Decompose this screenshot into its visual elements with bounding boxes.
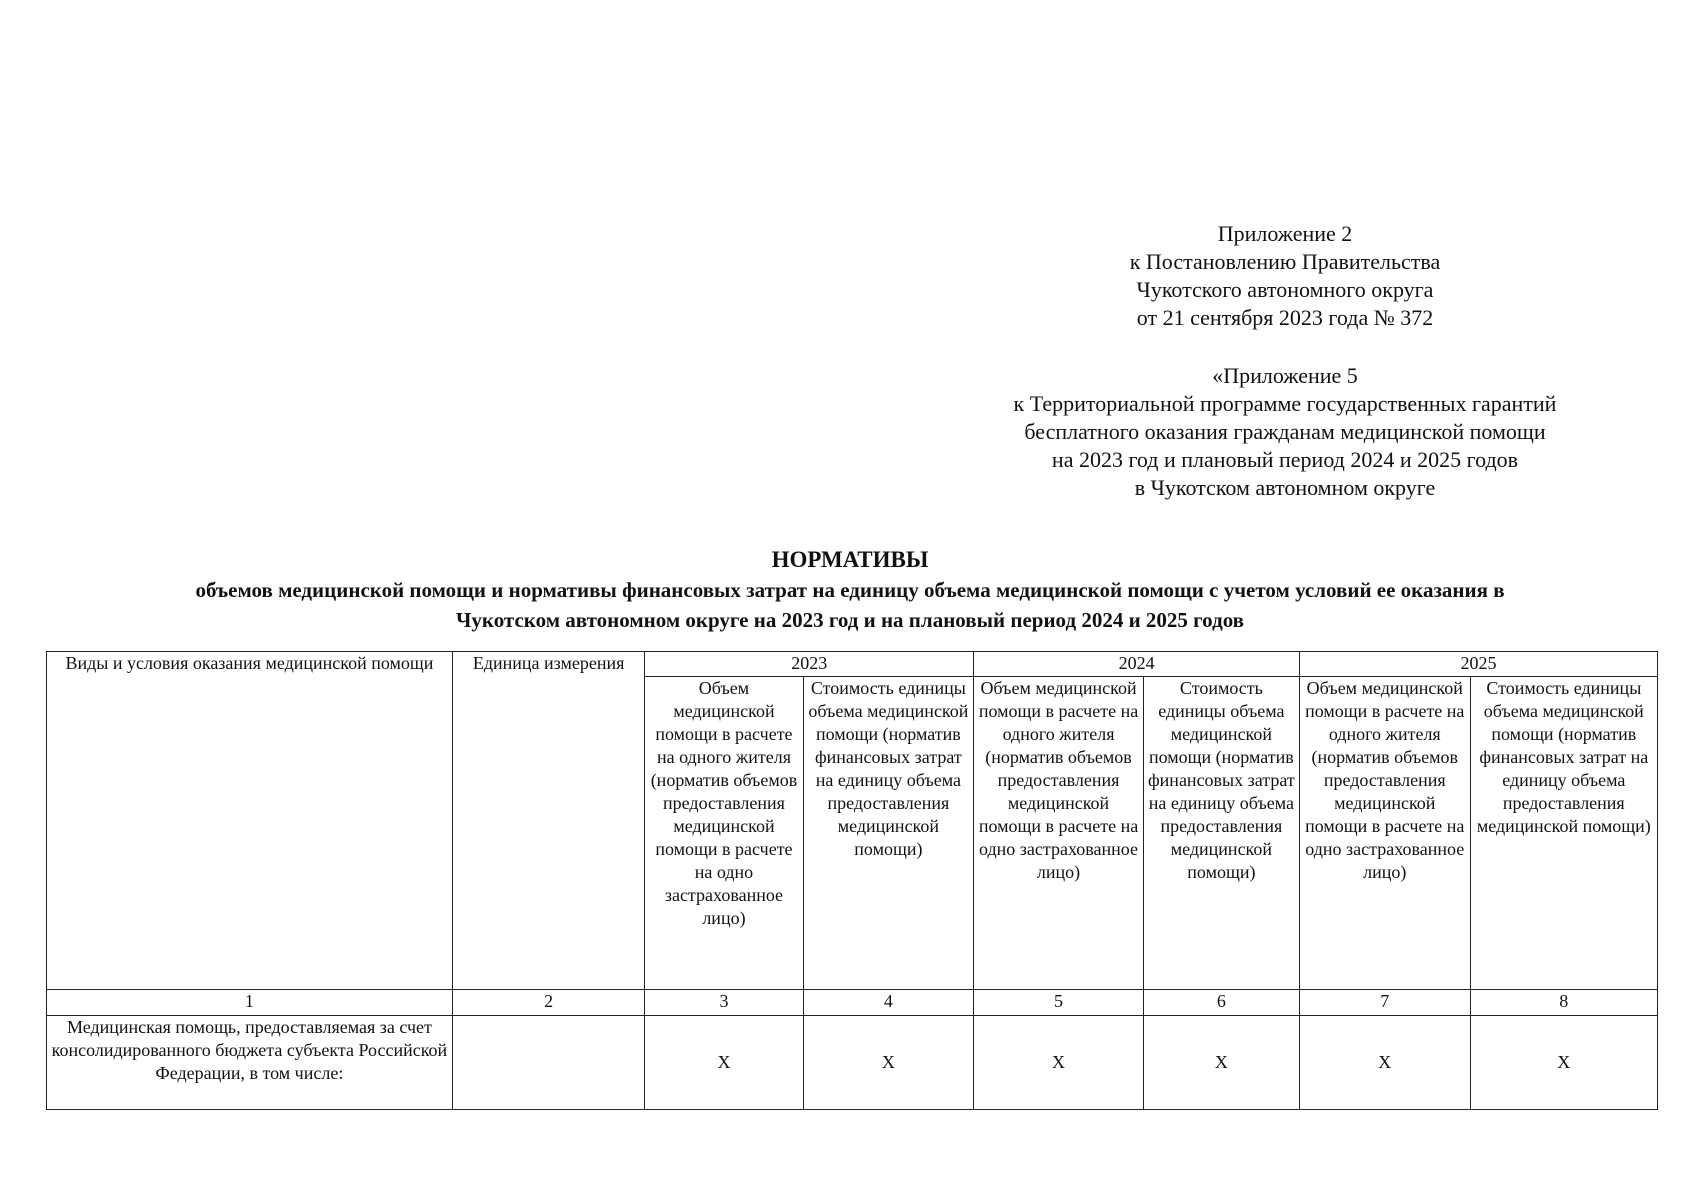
table-row <box>47 1016 1658 1110</box>
appendix-line: к Территориальной программе государственных гарантий <box>1013 391 1557 416</box>
header-row-years <box>47 652 1658 677</box>
column-number: 5 <box>974 990 1144 1016</box>
column-number: 2 <box>452 990 645 1016</box>
column-number: 6 <box>1143 990 1299 1016</box>
appendix-block <box>960 220 1610 502</box>
header-cost-2025: Стоимость единицы объема медицинской помощи (норматив финансовых затрат на единицу объема предоставления медицинской помощи) <box>1470 677 1657 990</box>
header-year-2025: 2025 <box>1299 652 1657 677</box>
header-unit-cell: Единица измерения <box>452 652 645 990</box>
row-unit <box>452 1016 645 1110</box>
header-cost-2024: Стоимость единицы объема медицинской помощи (норматив финансовых затрат на единицу объема предоставления медицинской помощи) <box>1143 677 1299 990</box>
header-volume-2025: Объем медицинской помощи в расчете на одного жителя (норматив объемов предоставления медицинской помощи в расчете на одно застрахованное лицо) <box>1299 677 1470 990</box>
row-value: Х <box>1299 1016 1470 1110</box>
column-number: 7 <box>1299 990 1470 1016</box>
title-main: НОРМАТИВЫ <box>771 547 929 572</box>
appendix-line: на 2023 год и плановый период 2024 и 2025 годов <box>1051 447 1519 472</box>
appendix-line: в Чукотском автономном округе <box>1134 475 1436 500</box>
norms-table <box>46 651 1658 1110</box>
appendix-line: бесплатного оказания гражданам медицинской помощи <box>1024 419 1546 444</box>
row-value: Х <box>645 1016 803 1110</box>
header-volume-2023: Объем медицинской помощи в расчете на одного жителя (норматив объемов предоставления медицинской помощи в расчете на одно застрахованное лицо) <box>645 677 803 990</box>
column-number: 4 <box>803 990 974 1016</box>
spacer <box>960 332 1610 362</box>
header-volume-2024: Объем медицинской помощи в расчете на одного жителя (норматив объемов предоставления медицинской помощи в расчете на одно застрахованное лицо) <box>974 677 1144 990</box>
header-year-2024: 2024 <box>974 652 1300 677</box>
row-label: Медицинская помощь, предоставляемая за счет консолидированного бюджета субъекта Российской Федерации, в том числе: <box>47 1016 453 1110</box>
column-number: 1 <box>47 990 453 1016</box>
appendix-line: «Приложение 5 <box>1212 363 1358 388</box>
row-value: Х <box>1143 1016 1299 1110</box>
appendix-line: Чукотского автономного округа <box>1136 277 1434 302</box>
header-cost-2023: Стоимость единицы объема медицинской помощи (норматив финансовых затрат на единицу объема предоставления медицинской помощи) <box>803 677 974 990</box>
row-value: Х <box>1470 1016 1657 1110</box>
appendix-line: от 21 сентября 2023 года № 372 <box>1136 305 1434 330</box>
row-value: Х <box>803 1016 974 1110</box>
title-sub-line: объемов медицинской помощи и нормативы финансовых затрат на единицу объема медицинской помощи с учетом условий ее оказания в <box>195 578 1505 602</box>
column-number: 8 <box>1470 990 1657 1016</box>
appendix-line: Приложение 2 <box>1217 221 1353 246</box>
row-value: Х <box>974 1016 1144 1110</box>
column-number-row <box>47 990 1658 1016</box>
appendix-line: к Постановлению Правительства <box>1129 249 1441 274</box>
header-year-2023: 2023 <box>645 652 974 677</box>
document-title <box>40 545 1660 635</box>
header-types-cell: Виды и условия оказания медицинской помощи <box>47 652 453 990</box>
title-sub-line: Чукотском автономном округе на 2023 год и на плановый период 2024 и 2025 годов <box>455 608 1245 632</box>
column-number: 3 <box>645 990 803 1016</box>
